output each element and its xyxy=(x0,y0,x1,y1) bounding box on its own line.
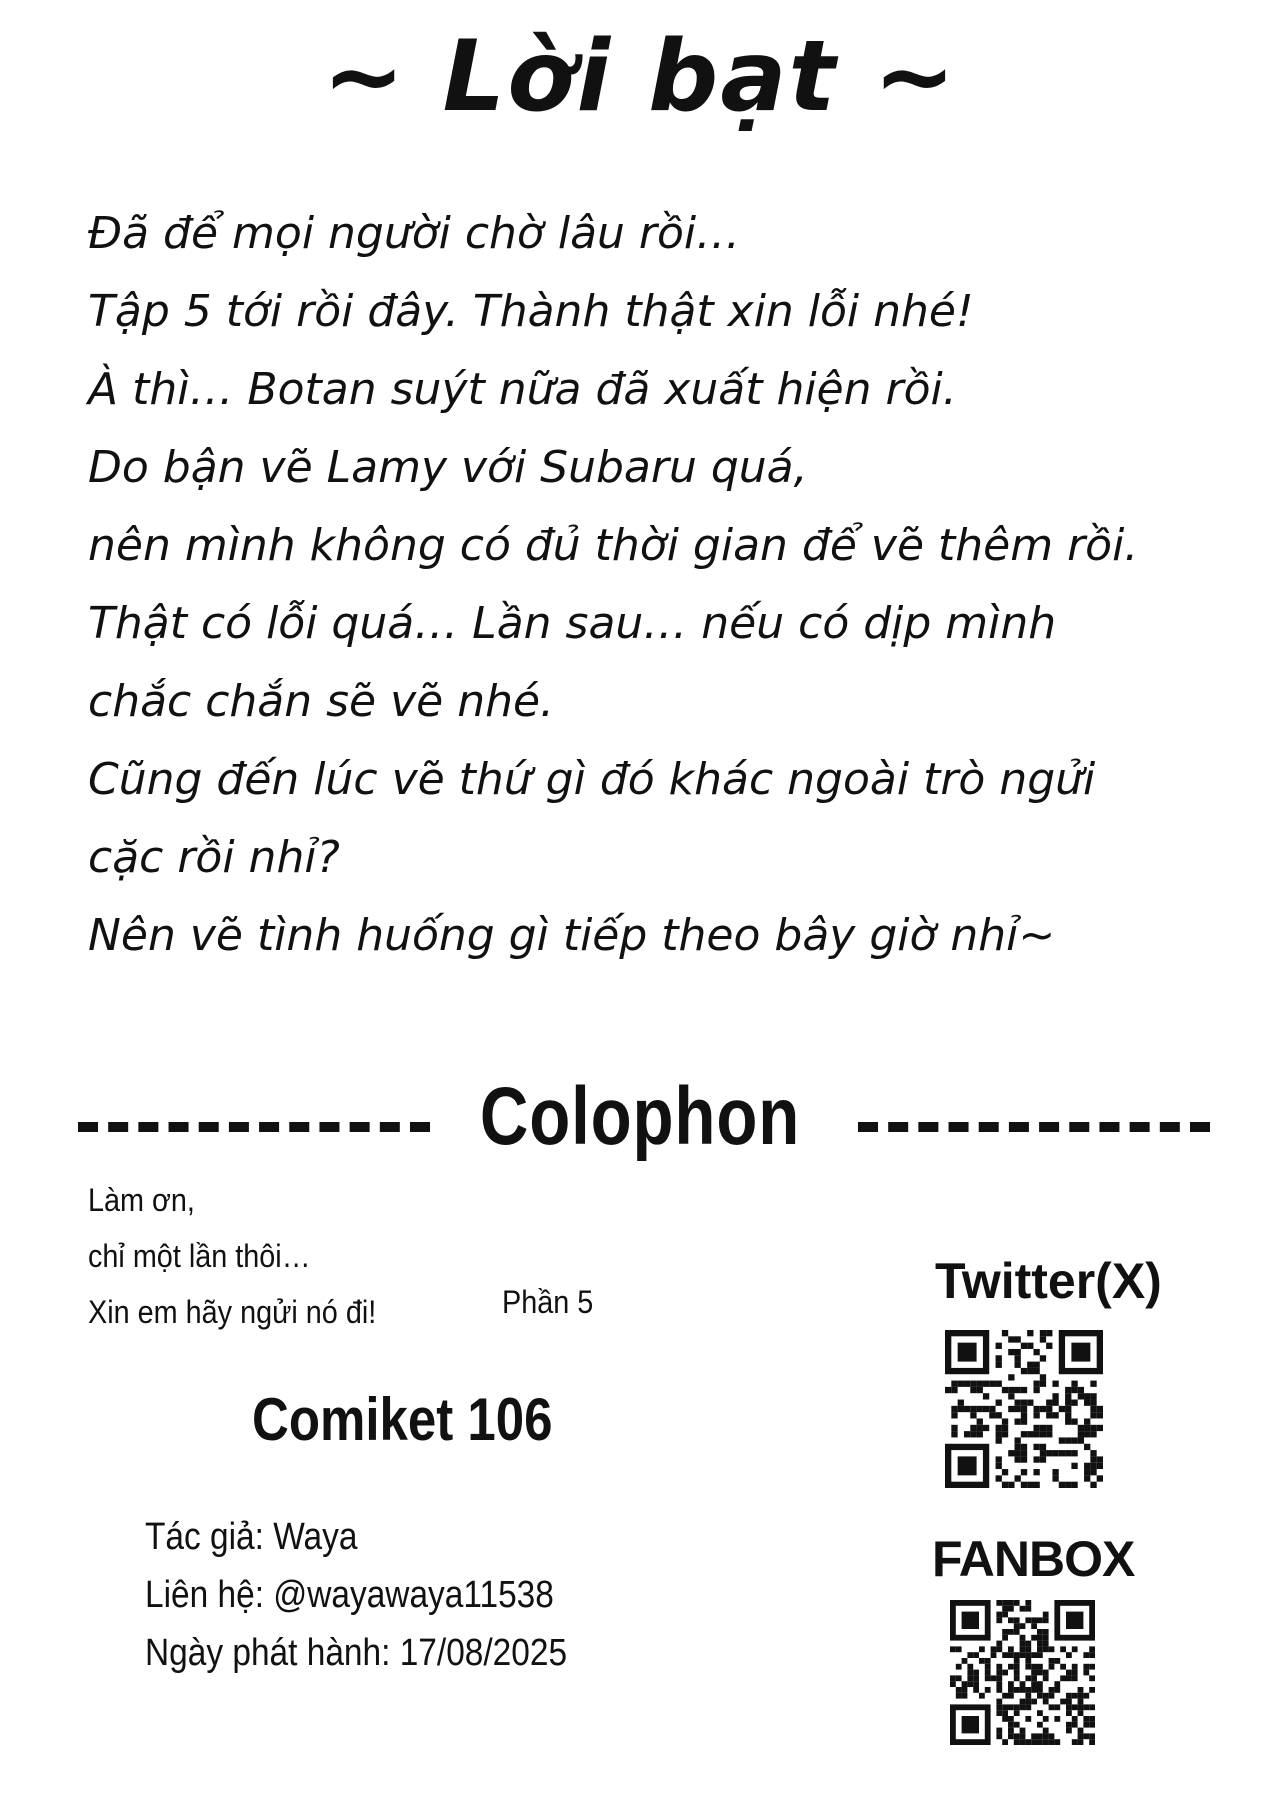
volume-label: Phần 5 xyxy=(502,1284,594,1320)
credits xyxy=(145,1508,567,1682)
afterword-body xyxy=(88,195,1208,975)
afterword-line: À thì… Botan suýt nữa đã xuất hiện rồi. xyxy=(88,364,957,415)
book-title-line: Làm ơn, xyxy=(88,1182,195,1218)
afterword-line: chắc chắn sẽ vẽ nhé. xyxy=(88,676,555,727)
dashed-rule-right xyxy=(858,1122,1210,1132)
twitter-qr-icon[interactable] xyxy=(945,1330,1103,1488)
author-credit: Tác giả: Waya xyxy=(145,1516,358,1558)
afterword-line: Đã để mọi người chờ lâu rồi… xyxy=(88,208,741,259)
afterword-line: Tập 5 tới rồi đây. Thành thật xin lỗi nhé! xyxy=(88,286,974,337)
colophon-heading xyxy=(0,1070,1280,1180)
fanbox-qr-icon[interactable] xyxy=(950,1600,1095,1745)
afterword-line: cặc rồi nhỉ? xyxy=(88,832,340,883)
book-title xyxy=(88,1172,376,1340)
afterword-line: Cũng đến lúc vẽ thứ gì đó khác ngoài trò ngửi xyxy=(88,754,1096,805)
afterword-title: ~ Lời bạt ~ xyxy=(322,20,958,134)
contact-credit: Liên hệ: @wayawaya11538 xyxy=(145,1574,554,1616)
book-title-line: chỉ một lần thôi… xyxy=(88,1238,311,1274)
release-date: Ngày phát hành: 17/08/2025 xyxy=(145,1632,568,1674)
event-name: Comiket 106 xyxy=(252,1386,553,1453)
afterword-line: Nên vẽ tình huống gì tiếp theo bây giờ nhỉ~ xyxy=(88,910,1056,961)
afterword-line: Thật có lỗi quá… Lần sau… nếu có dịp mình xyxy=(88,598,1057,649)
twitter-label: Twitter(X) xyxy=(935,1253,1162,1309)
afterword-line: Do bận vẽ Lamy với Subaru quá, xyxy=(88,442,808,493)
colophon-title: Colophon xyxy=(479,1071,801,1162)
book-title-line: Xin em hãy ngửi nó đi! xyxy=(88,1294,377,1330)
fanbox-label: FANBOX xyxy=(932,1531,1135,1587)
dashed-rule-left xyxy=(78,1122,430,1132)
afterword-line: nên mình không có đủ thời gian để vẽ thêm rồi. xyxy=(88,520,1139,571)
